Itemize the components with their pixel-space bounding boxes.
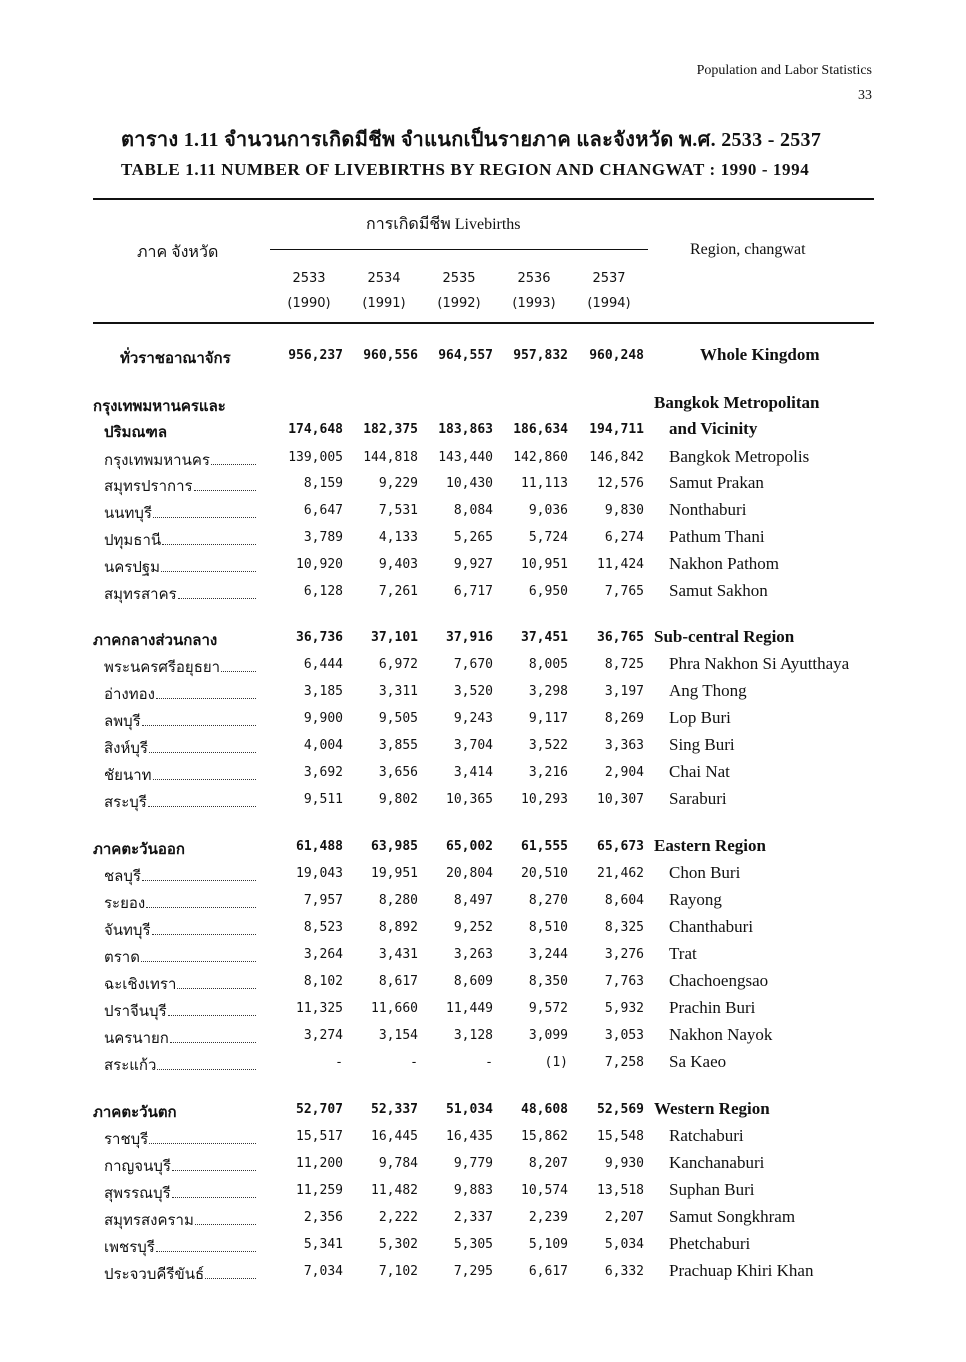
value-cell: 10,951	[521, 557, 568, 572]
value-cell: 11,449	[446, 1001, 493, 1016]
english-name: Sub-central Region	[654, 627, 795, 646]
table-row	[0, 916, 966, 940]
value-cell: 8,325	[604, 920, 644, 935]
value-cell: 4,133	[378, 530, 418, 545]
value-cell: 5,265	[453, 530, 493, 545]
column-header-province-thai: ภาค จังหวัด	[137, 244, 219, 261]
dot-leader	[178, 582, 256, 599]
thai-name: ภาคตะวันออก	[93, 842, 185, 858]
english-name: Chai Nat	[669, 762, 730, 781]
table-row	[0, 499, 966, 523]
value-cell: 183,863	[438, 422, 493, 437]
value-cell: 8,510	[528, 920, 568, 935]
dot-leader	[172, 1154, 256, 1171]
value-cell: 3,414	[453, 765, 493, 780]
english-name: Eastern Region	[654, 836, 766, 855]
thai-name: สระบุรี	[104, 795, 147, 811]
table-row	[0, 1125, 966, 1149]
table-row	[0, 889, 966, 913]
value-cell: 10,365	[446, 792, 493, 807]
value-cell: 16,445	[371, 1129, 418, 1144]
value-cell: 146,842	[589, 450, 644, 465]
thai-name: นครนายก	[104, 1031, 169, 1047]
value-cell: 20,510	[521, 866, 568, 881]
english-name: Bangkok Metropolis	[669, 447, 810, 466]
thai-name: ลพบุรี	[104, 714, 141, 730]
english-name: Samut Songkhram	[669, 1207, 796, 1226]
value-cell: 11,259	[296, 1183, 343, 1198]
table-row	[0, 788, 966, 812]
table-row	[0, 970, 966, 994]
value-cell: 9,243	[453, 711, 493, 726]
value-cell: -	[335, 1055, 343, 1070]
value-cell: 37,451	[521, 630, 568, 645]
thai-name: ปทุมธานี	[104, 533, 162, 549]
value-cell: 8,084	[453, 503, 493, 518]
value-cell: 5,302	[378, 1237, 418, 1252]
value-cell: 7,261	[378, 584, 418, 599]
column-header-region-english: Region, changwat	[690, 241, 806, 258]
value-cell: 964,557	[438, 348, 493, 363]
table-row	[0, 526, 966, 550]
value-cell: 52,337	[371, 1102, 418, 1117]
value-cell: -	[485, 1055, 493, 1070]
value-cell: 6,972	[378, 657, 418, 672]
value-cell: 12,576	[597, 476, 644, 491]
value-cell: 15,548	[597, 1129, 644, 1144]
value-cell: 8,725	[604, 657, 644, 672]
table-row	[0, 734, 966, 758]
english-name: Samut Prakan	[669, 473, 764, 492]
value-cell: 5,109	[528, 1237, 568, 1252]
value-cell: 186,634	[513, 422, 568, 437]
value-cell: 15,862	[521, 1129, 568, 1144]
region-row	[0, 835, 966, 859]
table-row	[0, 997, 966, 1021]
value-cell: 8,159	[303, 476, 343, 491]
value-cell: 8,102	[303, 974, 343, 989]
value-cell: 8,280	[378, 893, 418, 908]
english-name: Nakhon Nayok	[669, 1025, 773, 1044]
table-row	[0, 1179, 966, 1203]
value-cell: 174,648	[288, 422, 343, 437]
english-name: Kanchanaburi	[669, 1153, 765, 1172]
value-cell: 5,034	[604, 1237, 644, 1252]
value-cell: 3,053	[604, 1028, 644, 1043]
table-title-thai: ตาราง 1.11 จำนวนการเกิดมีชีพ จำแนกเป็นรายภาค และจังหวัด พ.ศ. 2533 - 2537	[121, 129, 822, 151]
english-name: Bangkok Metropolitan	[654, 393, 820, 412]
english-name: Chachoengsao	[669, 971, 769, 990]
running-title: Population and Labor Statistics	[696, 63, 872, 78]
thai-name: อ่างทอง	[104, 687, 155, 703]
dot-leader	[195, 1208, 256, 1225]
value-cell: 8,270	[528, 893, 568, 908]
value-cell: 3,855	[378, 738, 418, 753]
value-cell: 2,222	[378, 1210, 418, 1225]
year-be-header: 2535	[442, 271, 476, 286]
column-header-livebirths: การเกิดมีชีพ Livebirths	[366, 216, 521, 233]
value-cell: 3,128	[453, 1028, 493, 1043]
value-cell: 8,604	[604, 893, 644, 908]
value-cell: 6,128	[303, 584, 343, 599]
thai-name: นครปฐม	[104, 560, 161, 576]
value-cell: 7,957	[303, 893, 343, 908]
table-row	[0, 1152, 966, 1176]
value-cell: 51,034	[446, 1102, 493, 1117]
dot-leader	[161, 555, 256, 572]
english-name: Rayong	[669, 890, 722, 909]
value-cell: 3,522	[528, 738, 568, 753]
value-cell: 182,375	[363, 422, 418, 437]
english-name: Sing Buri	[669, 735, 735, 754]
english-name: Trat	[669, 944, 697, 963]
value-cell: 9,229	[378, 476, 418, 491]
english-name: Ratchaburi	[669, 1126, 744, 1145]
value-cell: 48,608	[521, 1102, 568, 1117]
value-cell: 36,736	[296, 630, 343, 645]
value-cell: 7,258	[604, 1055, 644, 1070]
table-row	[0, 1051, 966, 1075]
value-cell: 3,216	[528, 765, 568, 780]
dot-leader	[162, 528, 256, 545]
english-name: Chon Buri	[669, 863, 741, 882]
thai-name: สุพรรณบุรี	[104, 1186, 171, 1202]
thai-name: พระนครศรีอยุธยา	[104, 660, 221, 676]
value-cell: 3,154	[378, 1028, 418, 1043]
value-cell: 11,660	[371, 1001, 418, 1016]
english-name: Pathum Thani	[669, 527, 765, 546]
value-cell: 3,520	[453, 684, 493, 699]
table-row	[0, 680, 966, 704]
value-cell: 11,424	[597, 557, 644, 572]
thai-name: เพชรบุรี	[104, 1240, 155, 1256]
value-cell: 8,005	[528, 657, 568, 672]
dot-leader	[157, 1053, 256, 1070]
english-name: Nakhon Pathom	[669, 554, 780, 573]
value-cell: 16,435	[446, 1129, 493, 1144]
value-cell: 3,431	[378, 947, 418, 962]
value-cell: 19,043	[296, 866, 343, 881]
value-cell: 10,430	[446, 476, 493, 491]
value-cell: 6,950	[528, 584, 568, 599]
english-name: Phetchaburi	[669, 1234, 751, 1253]
english-name: Chanthaburi	[669, 917, 754, 936]
value-cell: 9,036	[528, 503, 568, 518]
dot-leader	[156, 1235, 256, 1252]
value-cell: 3,656	[378, 765, 418, 780]
year-ce-header: (1992)	[437, 296, 481, 311]
table-row	[0, 653, 966, 677]
value-cell: 65,673	[597, 839, 644, 854]
english-name: Saraburi	[669, 789, 727, 808]
value-cell: 19,951	[371, 866, 418, 881]
dot-leader	[211, 448, 256, 465]
region-row	[0, 1098, 966, 1122]
value-cell: 960,248	[589, 348, 644, 363]
dot-leader	[149, 736, 256, 753]
value-cell: 20,804	[446, 866, 493, 881]
value-cell: 6,274	[604, 530, 644, 545]
value-cell: 9,927	[453, 557, 493, 572]
value-cell: 8,207	[528, 1156, 568, 1171]
value-cell: 11,200	[296, 1156, 343, 1171]
year-be-header: 2536	[517, 271, 551, 286]
value-cell: 8,350	[528, 974, 568, 989]
value-cell: 7,763	[604, 974, 644, 989]
english-name: Samut Sakhon	[669, 581, 768, 600]
year-be-header: 2537	[592, 271, 626, 286]
value-cell: 5,341	[303, 1237, 343, 1252]
english-name: and Vicinity	[669, 419, 758, 438]
value-cell: 3,311	[378, 684, 418, 699]
year-be-header: 2533	[292, 271, 326, 286]
table-row	[0, 761, 966, 785]
year-ce-header: (1990)	[287, 296, 331, 311]
value-cell: 9,930	[604, 1156, 644, 1171]
value-cell: 10,574	[521, 1183, 568, 1198]
value-cell: 2,207	[604, 1210, 644, 1225]
english-name: Nonthaburi	[669, 500, 747, 519]
page-number: 33	[858, 88, 872, 103]
value-cell: 61,555	[521, 839, 568, 854]
value-cell: 3,276	[604, 947, 644, 962]
dot-leader	[172, 1181, 256, 1198]
value-cell: 4,004	[303, 738, 343, 753]
value-cell: 63,985	[371, 839, 418, 854]
value-cell: 9,572	[528, 1001, 568, 1016]
value-cell: 7,102	[378, 1264, 418, 1279]
value-cell: 7,765	[604, 584, 644, 599]
value-cell: 3,244	[528, 947, 568, 962]
value-cell: 21,462	[597, 866, 644, 881]
thai-name: ฉะเชิงเทรา	[104, 977, 177, 993]
english-name: Whole Kingdom	[700, 345, 820, 364]
value-cell: 10,920	[296, 557, 343, 572]
value-cell: 142,860	[513, 450, 568, 465]
region-row	[0, 418, 966, 442]
value-cell: 144,818	[363, 450, 418, 465]
value-cell: 9,511	[303, 792, 343, 807]
value-cell: 7,034	[303, 1264, 343, 1279]
table-title-english: TABLE 1.11 NUMBER OF LIVEBIRTHS BY REGION AND CHANGWAT : 1990 - 1994	[121, 160, 810, 179]
thai-name: ประจวบคีรีขันธ์	[104, 1267, 205, 1283]
value-cell: 9,830	[604, 503, 644, 518]
value-cell: 9,505	[378, 711, 418, 726]
value-cell: 960,556	[363, 348, 418, 363]
value-cell: 36,765	[597, 630, 644, 645]
value-cell: 9,403	[378, 557, 418, 572]
value-cell: 9,252	[453, 920, 493, 935]
thai-name: ชัยนาท	[104, 768, 152, 784]
value-cell: 6,717	[453, 584, 493, 599]
value-cell: 3,264	[303, 947, 343, 962]
value-cell: 65,002	[446, 839, 493, 854]
dot-leader	[177, 972, 256, 989]
value-cell: 61,488	[296, 839, 343, 854]
thai-name: สมุทรปราการ	[104, 479, 193, 495]
value-cell: 3,298	[528, 684, 568, 699]
value-cell: 37,101	[371, 630, 418, 645]
value-cell: 52,569	[597, 1102, 644, 1117]
value-cell: 9,802	[378, 792, 418, 807]
thai-name: กรุงเทพมหานคร	[104, 453, 210, 469]
dot-leader	[142, 709, 256, 726]
value-cell: 13,518	[597, 1183, 644, 1198]
value-cell: 6,617	[528, 1264, 568, 1279]
region-row	[0, 392, 966, 416]
english-name: Ang Thong	[669, 681, 747, 700]
value-cell: 8,892	[378, 920, 418, 935]
year-be-header: 2534	[367, 271, 401, 286]
english-name: Lop Buri	[669, 708, 731, 727]
value-cell: 3,185	[303, 684, 343, 699]
table-row	[0, 446, 966, 470]
value-cell: 3,692	[303, 765, 343, 780]
english-name: Western Region	[654, 1099, 770, 1118]
value-cell: 3,704	[453, 738, 493, 753]
value-cell: 8,617	[378, 974, 418, 989]
thai-name: ราชบุรี	[104, 1132, 149, 1148]
value-cell: 2,356	[303, 1210, 343, 1225]
value-cell: 139,005	[288, 450, 343, 465]
value-cell: 2,337	[453, 1210, 493, 1225]
dot-leader	[153, 763, 256, 780]
table-row	[0, 553, 966, 577]
dot-leader	[168, 999, 256, 1016]
value-cell: 7,670	[453, 657, 493, 672]
value-cell: -	[410, 1055, 418, 1070]
value-cell: 5,724	[528, 530, 568, 545]
value-cell: 3,789	[303, 530, 343, 545]
table-row	[0, 1260, 966, 1284]
dot-leader	[170, 1026, 256, 1043]
value-cell: 8,523	[303, 920, 343, 935]
value-cell: 3,263	[453, 947, 493, 962]
value-cell: 6,332	[604, 1264, 644, 1279]
thai-name: จันทบุรี	[104, 923, 151, 939]
table-row	[0, 862, 966, 886]
dot-leader	[153, 501, 256, 518]
dot-leader	[148, 790, 256, 807]
english-name: Phra Nakhon Si Ayutthaya	[669, 654, 850, 673]
value-cell: 3,099	[528, 1028, 568, 1043]
value-cell: 5,932	[604, 1001, 644, 1016]
value-cell: 10,293	[521, 792, 568, 807]
thai-name: นนทบุรี	[104, 506, 152, 522]
thai-name: ชลบุรี	[104, 869, 141, 885]
dot-leader	[194, 474, 256, 491]
year-ce-header: (1991)	[362, 296, 406, 311]
value-cell: 5,305	[453, 1237, 493, 1252]
value-cell: 6,647	[303, 503, 343, 518]
thai-name: ทั่วราชอาณาจักร	[120, 351, 231, 367]
value-cell: 3,197	[604, 684, 644, 699]
value-cell: 2,904	[604, 765, 644, 780]
dot-leader	[149, 1127, 256, 1144]
table-row	[0, 1233, 966, 1257]
thai-name: ระยอง	[104, 896, 146, 912]
dot-leader	[142, 864, 256, 881]
value-cell: 2,239	[528, 1210, 568, 1225]
thai-name: ภาคตะวันตก	[93, 1105, 177, 1121]
value-cell: 8,269	[604, 711, 644, 726]
english-name: Prachin Buri	[669, 998, 756, 1017]
english-name: Prachuap Khiri Khan	[669, 1261, 814, 1280]
thai-name: สิงห์บุรี	[104, 741, 148, 757]
value-cell: 11,113	[521, 476, 568, 491]
year-ce-header: (1993)	[512, 296, 556, 311]
value-cell: 37,916	[446, 630, 493, 645]
value-cell: 11,482	[371, 1183, 418, 1198]
value-cell: 3,363	[604, 738, 644, 753]
value-cell: 52,707	[296, 1102, 343, 1117]
thai-name: สมุทรสาคร	[104, 587, 177, 603]
value-cell: 9,779	[453, 1156, 493, 1171]
thai-name: สมุทรสงคราม	[104, 1213, 194, 1229]
value-cell: 956,237	[288, 348, 343, 363]
region-row	[0, 626, 966, 650]
english-name: Suphan Buri	[669, 1180, 755, 1199]
table-row	[0, 1206, 966, 1230]
dot-leader	[205, 1262, 256, 1279]
value-cell: (1)	[544, 1055, 568, 1070]
table-row	[0, 472, 966, 496]
thai-name: ตราด	[104, 950, 140, 966]
value-cell: 9,883	[453, 1183, 493, 1198]
value-cell: 8,497	[453, 893, 493, 908]
thai-name: สระแก้ว	[104, 1058, 157, 1074]
thai-name: ภาคกลางส่วนกลาง	[93, 633, 218, 649]
value-cell: 7,531	[378, 503, 418, 518]
value-cell: 9,784	[378, 1156, 418, 1171]
dot-leader	[141, 945, 256, 962]
value-cell: 194,711	[589, 422, 644, 437]
value-cell: 15,517	[296, 1129, 343, 1144]
table-row	[0, 707, 966, 731]
value-cell: 8,609	[453, 974, 493, 989]
value-cell: 7,295	[453, 1264, 493, 1279]
table-row	[0, 580, 966, 604]
value-cell: 957,832	[513, 348, 568, 363]
table-row	[0, 943, 966, 967]
value-cell: 11,325	[296, 1001, 343, 1016]
thai-name: กรุงเทพมหานครและ	[93, 399, 226, 415]
value-cell: 10,307	[597, 792, 644, 807]
thai-name: กาญจนบุรี	[104, 1159, 171, 1175]
thai-name: ปราจีนบุรี	[104, 1004, 167, 1020]
dot-leader	[152, 918, 256, 935]
value-cell: 143,440	[438, 450, 493, 465]
thai-name: ปริมณฑล	[104, 425, 168, 441]
year-ce-header: (1994)	[587, 296, 631, 311]
dot-leader	[156, 682, 256, 699]
total-row	[0, 344, 966, 368]
value-cell: 9,900	[303, 711, 343, 726]
value-cell: 6,444	[303, 657, 343, 672]
english-name: Sa Kaeo	[669, 1052, 727, 1071]
value-cell: 3,274	[303, 1028, 343, 1043]
table-row	[0, 1024, 966, 1048]
dot-leader	[221, 655, 256, 672]
dot-leader	[146, 891, 256, 908]
value-cell: 9,117	[528, 711, 568, 726]
